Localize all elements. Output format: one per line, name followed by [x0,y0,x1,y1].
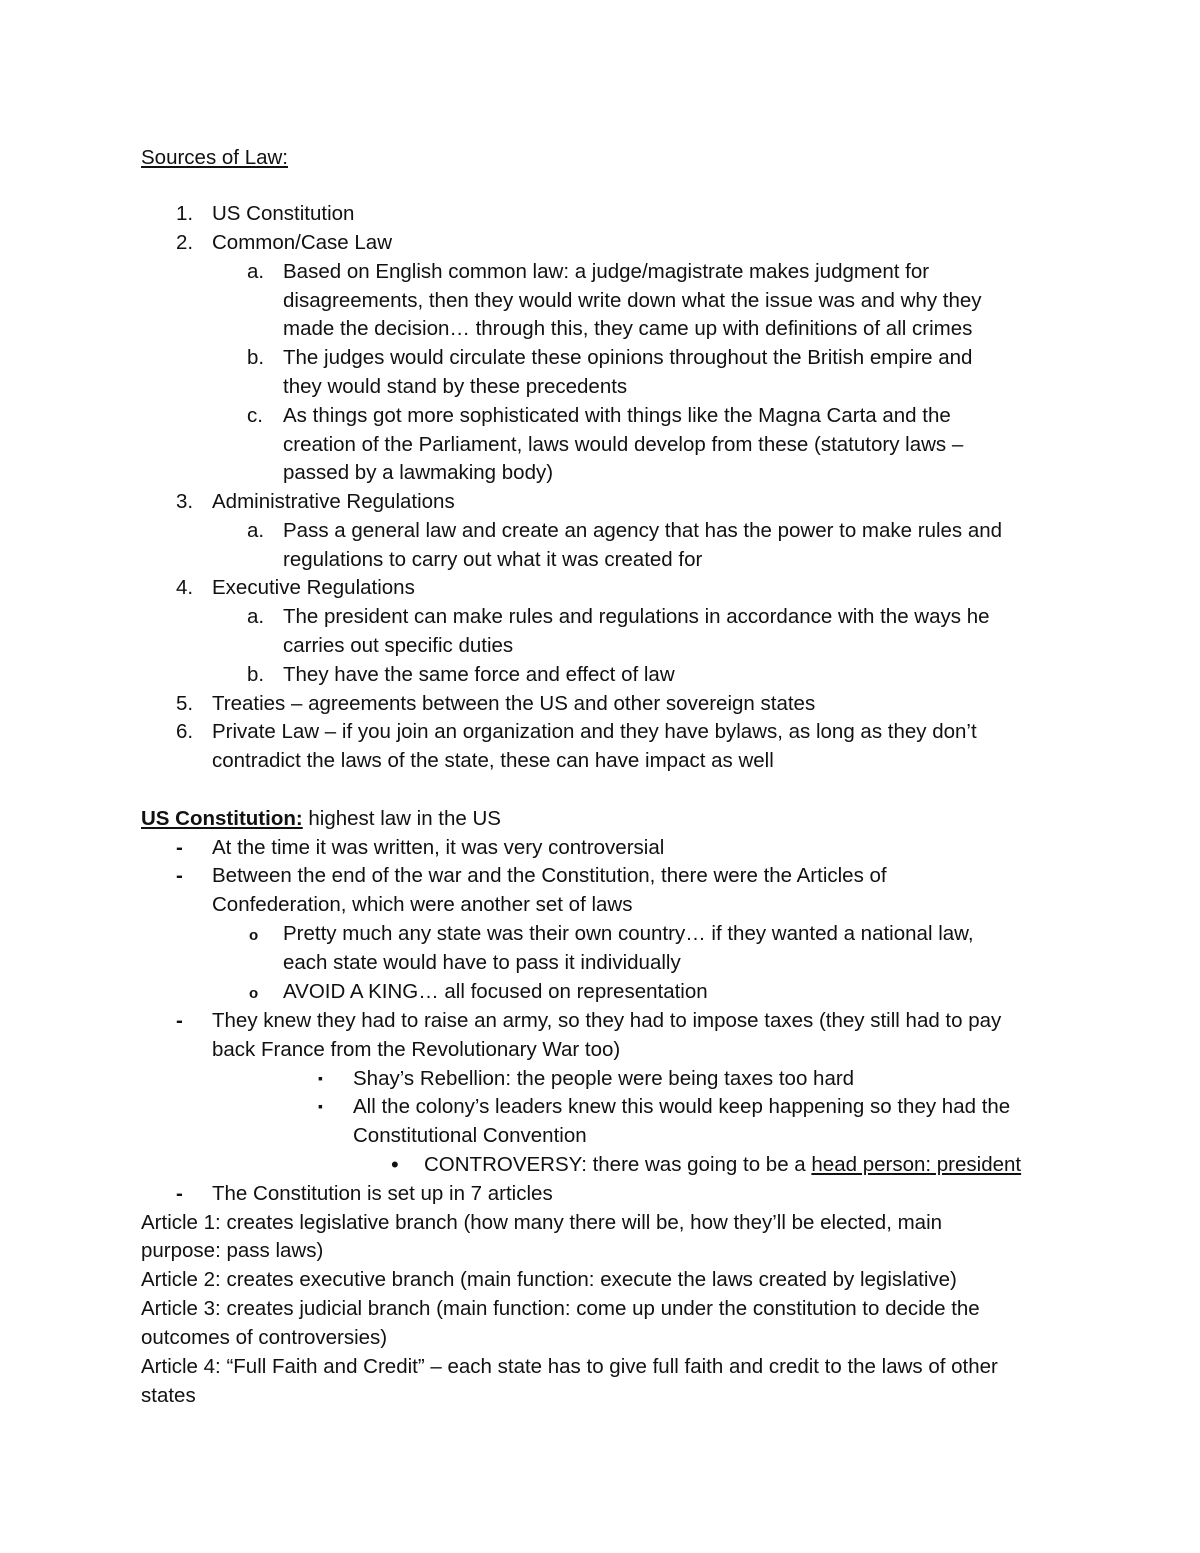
sublist-marker: b. [247,346,265,369]
sublist-marker: a. [247,605,265,628]
bullet-circle-marker: o [249,927,259,944]
bullet-item: Shay’s Rebellion: the people were being taxes too hard [353,1067,855,1090]
bullet-item: Pretty much any state was their own country… if they wanted a national law, [283,922,974,945]
bullet-dash-marker: - [176,1182,183,1205]
sublist-item: The president can make rules and regulations in accordance with the ways he [283,605,990,628]
bullet-item: At the time it was written, it was very controversial [212,836,665,859]
bullet-item: Confederation, which were another set of laws [212,893,633,916]
sublist-item: regulations to carry out what it was created for [283,548,703,571]
list-item: Administrative Regulations [212,490,455,513]
sublist-marker: b. [247,663,265,686]
bullet-square-marker: ▪ [318,1070,323,1086]
bullet-dash-marker: - [176,1009,183,1032]
article-line: Article 4: “Full Faith and Credit” – each state has to give full faith and credit to the laws of other [141,1355,998,1378]
sublist-item: creation of the Parliament, laws would develop from these (statutory laws – [283,433,964,456]
sublist-marker: a. [247,519,265,542]
bullet-item: back France from the Revolutionary War too) [212,1038,621,1061]
bullet-dash-marker: - [176,864,183,887]
heading-bold-label: US Constitution: [141,807,303,830]
bullet-text: CONTROVERSY: there was going to be a [424,1153,812,1176]
article-line: purpose: pass laws) [141,1239,324,1262]
sublist-item: made the decision… through this, they came up with definitions of all crimes [283,317,973,340]
list-marker: 1. [176,202,194,225]
article-line: Article 2: creates executive branch (main function: execute the laws created by legislative) [141,1268,957,1291]
article-line: Article 1: creates legislative branch (how many there will be, how they’ll be elected, main [141,1211,943,1234]
bullet-item: Constitutional Convention [353,1124,587,1147]
article-line: Article 3: creates judicial branch (main function: come up under the constitution to decide the [141,1297,980,1320]
sublist-item: Pass a general law and create an agency that has the power to make rules and [283,519,1003,542]
bullet-item [424,1150,1021,1179]
list-marker: 6. [176,720,194,743]
list-item: contradict the laws of the state, these can have impact as well [212,749,774,772]
section-heading-sources: Sources of Law: [141,146,288,169]
sublist-item: they would stand by these precedents [283,375,628,398]
bullet-dot-marker: • [391,1152,399,1177]
bullet-square-marker: ▪ [318,1098,323,1114]
article-line: states [141,1384,196,1407]
bullet-dash-marker: - [176,836,183,859]
bullet-item: They knew they had to raise an army, so they had to impose taxes (they still had to pay [212,1009,1002,1032]
bullet-circle-marker: o [249,985,259,1002]
list-item: US Constitution [212,202,355,225]
heading-description: highest law in the US [302,807,501,830]
list-item: Private Law – if you join an organization and they have bylaws, as long as they don’t [212,720,977,743]
sublist-item: As things got more sophisticated with things like the Magna Carta and the [283,404,951,427]
bullet-item: All the colony’s leaders knew this would keep happening so they had the [353,1095,1011,1118]
sublist-item: passed by a lawmaking body) [283,461,554,484]
article-line: outcomes of controversies) [141,1326,388,1349]
bullet-item: The Constitution is set up in 7 articles [212,1182,553,1205]
bullet-item: AVOID A KING… all focused on representation [283,980,708,1003]
list-item: Common/Case Law [212,231,393,254]
bullet-item: each state would have to pass it individually [283,951,681,974]
sublist-marker: c. [247,404,263,427]
sublist-item: Based on English common law: a judge/magistrate makes judgment for [283,260,930,283]
sublist-item: carries out specific duties [283,634,514,657]
sublist-item: They have the same force and effect of law [283,663,675,686]
list-marker: 3. [176,490,194,513]
sublist-item: The judges would circulate these opinions throughout the British empire and [283,346,973,369]
list-item: Executive Regulations [212,576,415,599]
underlined-text: head person: president [811,1153,1022,1176]
list-item: Treaties – agreements between the US and other sovereign states [212,692,816,715]
list-marker: 2. [176,231,194,254]
sublist-marker: a. [247,260,265,283]
section-heading-constitution [141,804,501,833]
list-marker: 4. [176,576,194,599]
sublist-item: disagreements, then they would write down what the issue was and why they [283,289,982,312]
bullet-item: Between the end of the war and the Constitution, there were the Articles of [212,864,887,887]
list-marker: 5. [176,692,194,715]
